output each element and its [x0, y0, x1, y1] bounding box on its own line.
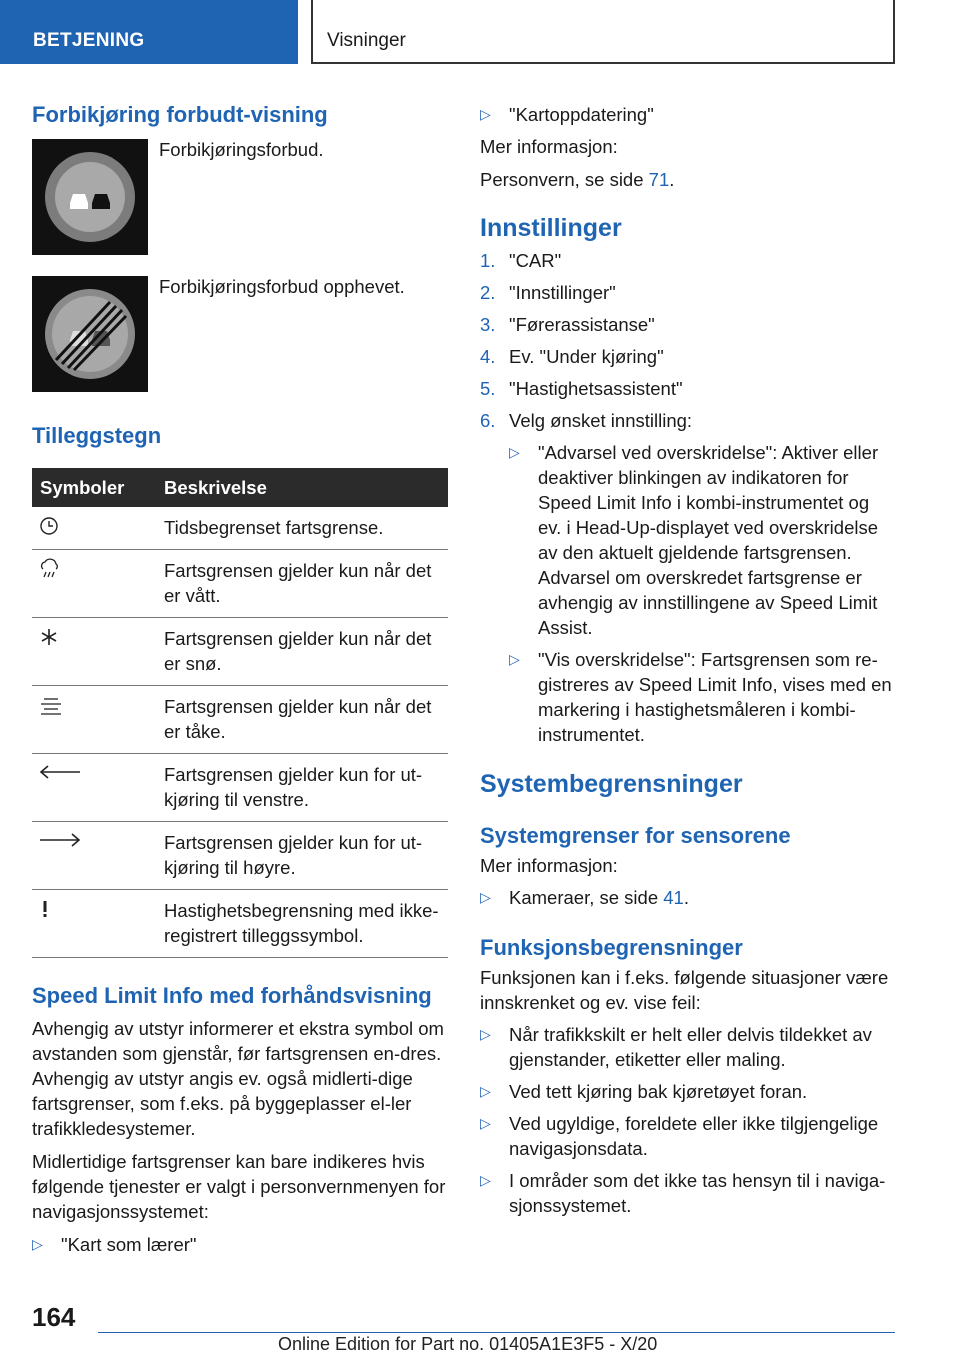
bullet-marker: ▷ [480, 889, 491, 905]
sign-row-no-overtaking [32, 139, 448, 276]
list-item [480, 376, 896, 401]
rain-cloud-icon [38, 558, 62, 580]
list-item [480, 102, 896, 127]
list-item [480, 344, 896, 369]
table-cell-desc: Fartsgrensen gjelder kun når det er tåke. [156, 686, 448, 754]
table-row [32, 550, 448, 618]
list-item [480, 1079, 896, 1104]
table-row [32, 618, 448, 686]
right-column [480, 102, 896, 1218]
paragraph-avhengig: Avhengig av utstyr informerer et ekstra symbol om avstanden som gjenstår, før fartsgrensen en-dres. Avhengig av utstyr angis ev. også midlerti-dige fartsgrenser, som f.eks. på byggeplasser el-ler trafikkledesystemer. [32, 1018, 444, 1139]
list-item-text: "Kart som lærer" [61, 1234, 197, 1255]
clock-icon [38, 515, 60, 537]
page-number: 164 [32, 1302, 76, 1332]
step-number: 6. [480, 410, 496, 431]
table-row [32, 754, 448, 822]
sign1-text: Forbikjøringsforbud. [159, 139, 324, 160]
table-row [32, 507, 448, 550]
bullet-marker: ▷ [480, 1115, 491, 1131]
list-item-text: "Advarsel ved overskridelse": Aktiver eller deaktiver blinkingen av indikatoren for Speed Limit Info i kombi-instrumentet og ev. i Head-Up-displayet ved overskridelse av den aktuelt gjeldende fartsgrensen. Advarsel om overskredet fartsgrense er avhengig av innstillingene av Speed Limit Assist. [538, 442, 879, 638]
end-no-overtaking-sign-icon [32, 276, 148, 392]
list-item-text: Når trafikkskilt er helt eller delvis tildekket av gjenstander, etiketter eller maling. [509, 1024, 872, 1070]
mer-informasjon-2: Mer informasjon: [480, 855, 618, 876]
kamera-dot: . [683, 887, 689, 908]
chapter-tab [311, 0, 895, 64]
bullet-marker: ▷ [32, 1236, 43, 1252]
table-row [32, 686, 448, 754]
personvern-text: Personvern, se side [480, 169, 649, 190]
heading-sensorer: Systemgrenser for sensorene [480, 823, 791, 848]
table-row [32, 822, 448, 890]
table-cell-desc: Fartsgrensen gjelder kun når det er vått. [156, 550, 448, 618]
kamera-text: Kameraer, se side [509, 887, 664, 908]
table-cell-desc: Fartsgrensen gjelder kun når det er snø. [156, 618, 448, 686]
bullet-marker: ▷ [480, 106, 491, 122]
list-item-text: "Vis overskridelse": Fartsgrensen som re-gistreres av Speed Limit Info, vises med en markering i hastighetsmåleren i kombi-instrumentet. [538, 649, 892, 745]
left-column [32, 102, 448, 1257]
exclamation-icon [38, 898, 52, 920]
chapter-title: Visninger [327, 30, 406, 51]
step-number: 4. [480, 346, 496, 367]
step-number: 3. [480, 314, 496, 335]
section-tab [0, 0, 298, 64]
table-header-beskrivelse: Beskrivelse [156, 468, 448, 507]
list-item [509, 440, 896, 640]
paragraph-midlertidige: Midlertidige fartsgrenser kan bare indikeres hvis følgende tjenester er valgt i personvernmenyen for navigasjonssystemet: [32, 1151, 446, 1222]
heading-speedlimit: Speed Limit Info med forhåndsvisning [32, 983, 432, 1008]
list-item-text: Ved tett kjøring bak kjøretøyet foran. [509, 1081, 808, 1102]
list-item [480, 1111, 896, 1161]
heading-forbikjoring: Forbikjøring forbudt-visning [32, 102, 328, 127]
table-header-symboler: Symboler [32, 468, 156, 507]
list-item [480, 1022, 896, 1072]
list-item-text: I områder som det ikke tas hensyn til i naviga-sjonssystemet. [509, 1170, 886, 1216]
kamera-page-link[interactable]: 41 [663, 887, 684, 908]
heading-systembegrensninger: Systembegrensninger [480, 770, 743, 798]
step-text: "Førerassistanse" [509, 314, 655, 335]
step-number: 2. [480, 282, 496, 303]
bullet-marker: ▷ [480, 1083, 491, 1099]
step-text: Ev. "Under kjøring" [509, 346, 664, 367]
table-cell-desc: Tidsbegrenset fartsgrense. [156, 507, 448, 550]
section-title: BETJENING [33, 30, 145, 51]
sign-row-end-no-overtaking [32, 276, 448, 413]
sign2-text: Forbikjøringsforbud opphevet. [159, 276, 405, 297]
heading-funksjonsbegrensninger: Funksjonsbegrensninger [480, 935, 743, 960]
bullet-marker: ▷ [509, 444, 520, 460]
no-overtaking-sign-icon [32, 139, 148, 255]
mer-informasjon: Mer informasjon: [480, 136, 618, 157]
step-text: "Hastighetsassistent" [509, 378, 683, 399]
step-text: "CAR" [509, 250, 562, 271]
table-row [32, 890, 448, 958]
heading-tilleggstegn: Tilleggstegn [32, 423, 162, 448]
footer-divider [98, 1332, 895, 1333]
snowflake-icon [38, 626, 60, 648]
step-text: "Innstillinger" [509, 282, 616, 303]
list-item [480, 885, 896, 910]
table-header-row [32, 468, 448, 507]
table-cell-desc: Hastighetsbegrensning med ikke-registrert tilleggssymbol. [156, 890, 448, 958]
step-text: Velg ønsket innstilling: [509, 410, 693, 431]
step-number: 5. [480, 378, 496, 399]
list-item [480, 248, 896, 273]
list-item-text: "Kartoppdatering" [509, 104, 654, 125]
footer-edition: Online Edition for Part no. 01405A1E3F5 - X/20 [278, 1334, 658, 1354]
list-item [480, 312, 896, 337]
heading-innstillinger: Innstillinger [480, 214, 622, 242]
fog-icon [38, 694, 64, 716]
steps-list [480, 248, 896, 433]
arrow-left-icon [38, 762, 82, 782]
table-cell-desc: Fartsgrensen gjelder kun for ut-kjøring til høyre. [156, 822, 448, 890]
step-number: 1. [480, 250, 496, 271]
list-item [509, 647, 896, 747]
bullet-marker: ▷ [509, 651, 520, 667]
symbol-table [32, 468, 448, 958]
table-cell-desc: Fartsgrensen gjelder kun for ut-kjøring til venstre. [156, 754, 448, 822]
list-item-text: Ved ugyldige, foreldete eller ikke tilgjengelige navigasjonsdata. [509, 1113, 879, 1159]
personvern-ref [480, 167, 896, 192]
list-item [480, 408, 896, 433]
personvern-dot: . [669, 169, 675, 190]
funksjon-intro: Funksjonen kan i f.eks. følgende situasjoner være innskrenket og ev. vise feil: [480, 967, 889, 1013]
bullet-marker: ▷ [480, 1172, 491, 1188]
list-item [480, 1168, 896, 1218]
bullet-marker: ▷ [480, 1026, 491, 1042]
arrow-right-icon [38, 830, 82, 850]
list-item [480, 280, 896, 305]
list-item [32, 1232, 448, 1257]
personvern-page-link[interactable]: 71 [648, 169, 670, 190]
